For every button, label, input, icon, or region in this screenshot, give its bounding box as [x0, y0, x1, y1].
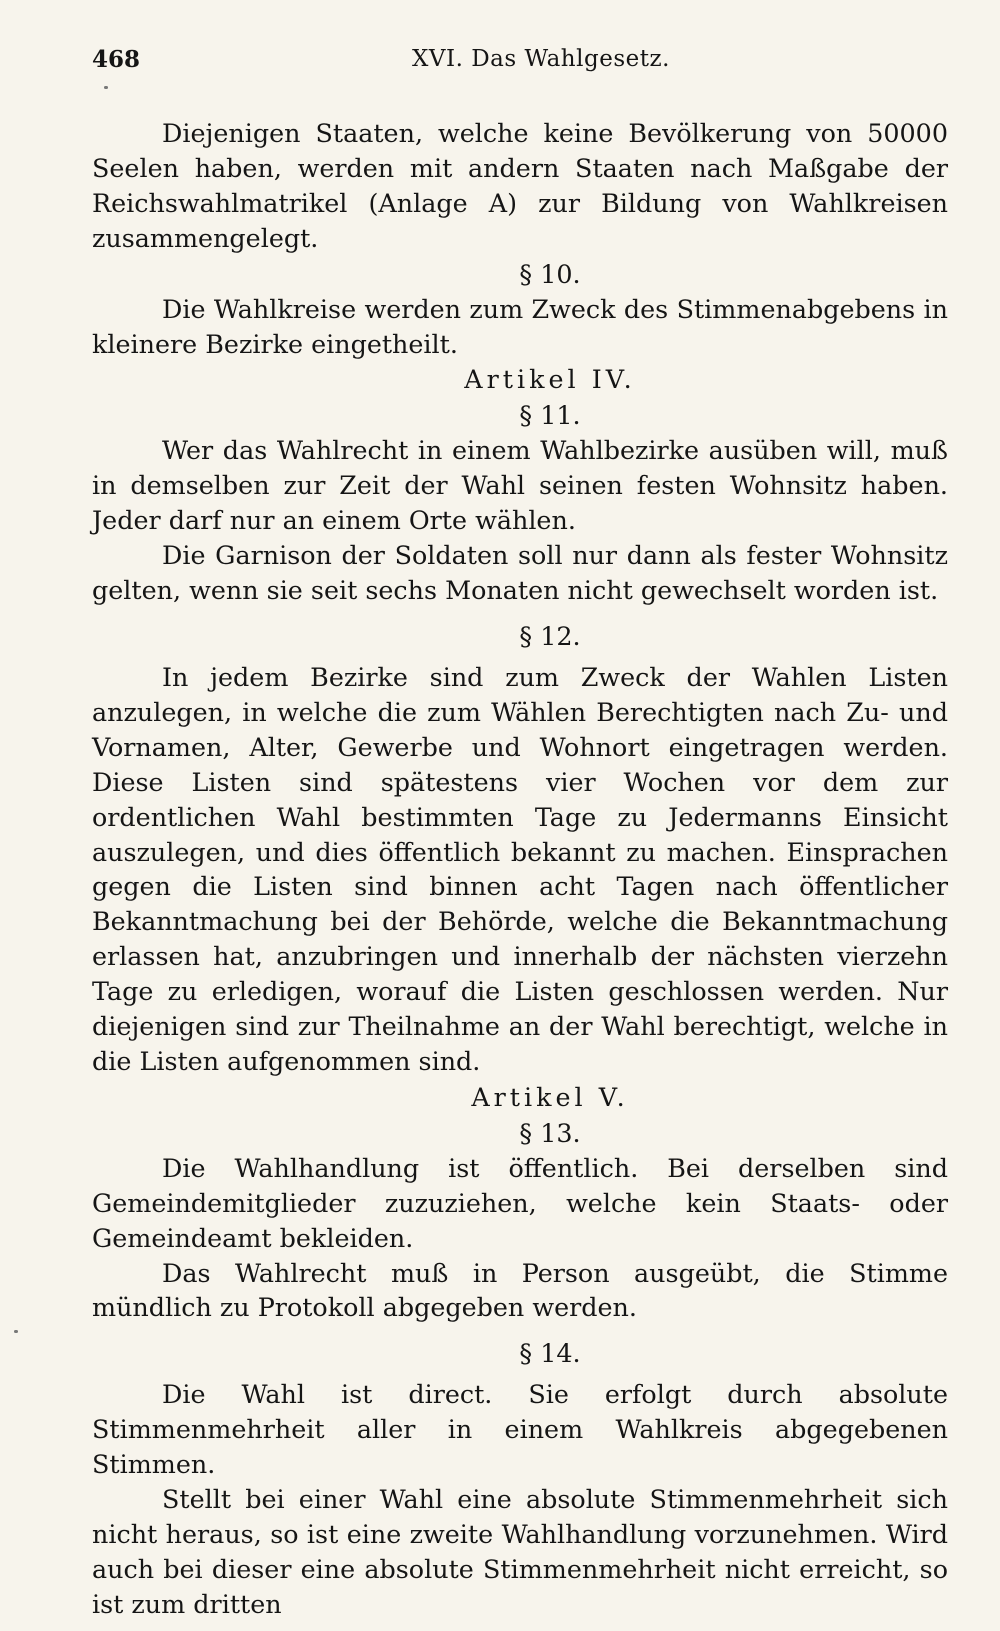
paragraph: Diejenigen Staaten, welche keine Bevölkerung von 50000 Seelen haben, werden mit andern Staaten nach Maßgabe der Reichswahlmatrikel (Anlage A) zur Bildung von Wahlkreisen zusammengelegt.	[92, 118, 948, 253]
body-text	[92, 116, 948, 1622]
scan-speck	[14, 1330, 18, 1333]
running-head	[92, 46, 948, 86]
section-heading: § 13.	[519, 1117, 581, 1148]
section-heading: § 11.	[519, 400, 581, 431]
article-heading: Artikel V.	[471, 1081, 629, 1112]
scan-speck	[104, 86, 108, 89]
page-number: 468	[92, 46, 141, 73]
paragraph: Stellt bei einer Wahl eine absolute Stimmenmehrheit sich nicht heraus, so ist eine zweite Wahlhandlung vorzunehmen. Wird auch bei dieser eine absolute Stimmenmehrheit nicht erreicht, so ist zum dritten	[92, 1484, 948, 1619]
section-heading: § 14.	[519, 1338, 581, 1369]
paragraph: Wer das Wahlrecht in einem Wahlbezirke ausüben will, muß in demselben zur Zeit der Wahl seinen festen Wohnsitz haben. Jeder darf nur an einem Orte wählen.	[92, 435, 948, 536]
section-heading: § 12.	[519, 620, 581, 651]
paragraph: Die Wahl ist direct. Sie erfolgt durch absolute Stimmenmehrheit aller in einem Wahlkreis abgegebenen Stimmen.	[92, 1379, 948, 1480]
paragraph: In jedem Bezirke sind zum Zweck der Wahlen Listen anzulegen, in welche die zum Wählen Berechtigten nach Zu- und Vornamen, Alter, Gewerbe und Wohnort eingetragen werden. Diese Listen sind spätestens vier Wochen vor dem zur ordentlichen Wahl bestimmten Tage zu Jedermanns Einsicht auszulegen, und dies öffentlich bekannt zu machen. Einsprachen gegen die Listen sind binnen acht Tagen nach öffentlicher Bekanntmachung bei der Behörde, welche die Bekanntmachung erlassen hat, anzubringen und innerhalb der nächsten vierzehn Tage zu erledigen, worauf die Listen geschlossen werden. Nur diejenigen sind zur Theilnahme an der Wahl berechtigt, welche in die Listen aufgenommen sind.	[92, 661, 948, 1076]
paragraph: Die Wahlkreise werden zum Zweck des Stimmenabgebens in kleinere Bezirke eingetheilt.	[92, 293, 948, 359]
running-title: XVI. Das Wahlgesetz.	[412, 46, 670, 72]
paragraph: Die Wahlhandlung ist öffentlich. Bei derselben sind Gemeindemitglieder zuzuziehen, welche kein Staats- oder Gemeindeamt bekleiden.	[92, 1152, 948, 1253]
article-heading: Artikel IV.	[464, 364, 636, 395]
section-heading: § 10.	[519, 258, 581, 289]
paragraph: Die Garnison der Soldaten soll nur dann als fester Wohnsitz gelten, wenn sie seit sechs Monaten nicht gewechselt worden ist.	[92, 540, 948, 606]
paragraph: Das Wahlrecht muß in Person ausgeübt, die Stimme mündlich zu Protokoll abgegeben werden.	[92, 1257, 948, 1323]
